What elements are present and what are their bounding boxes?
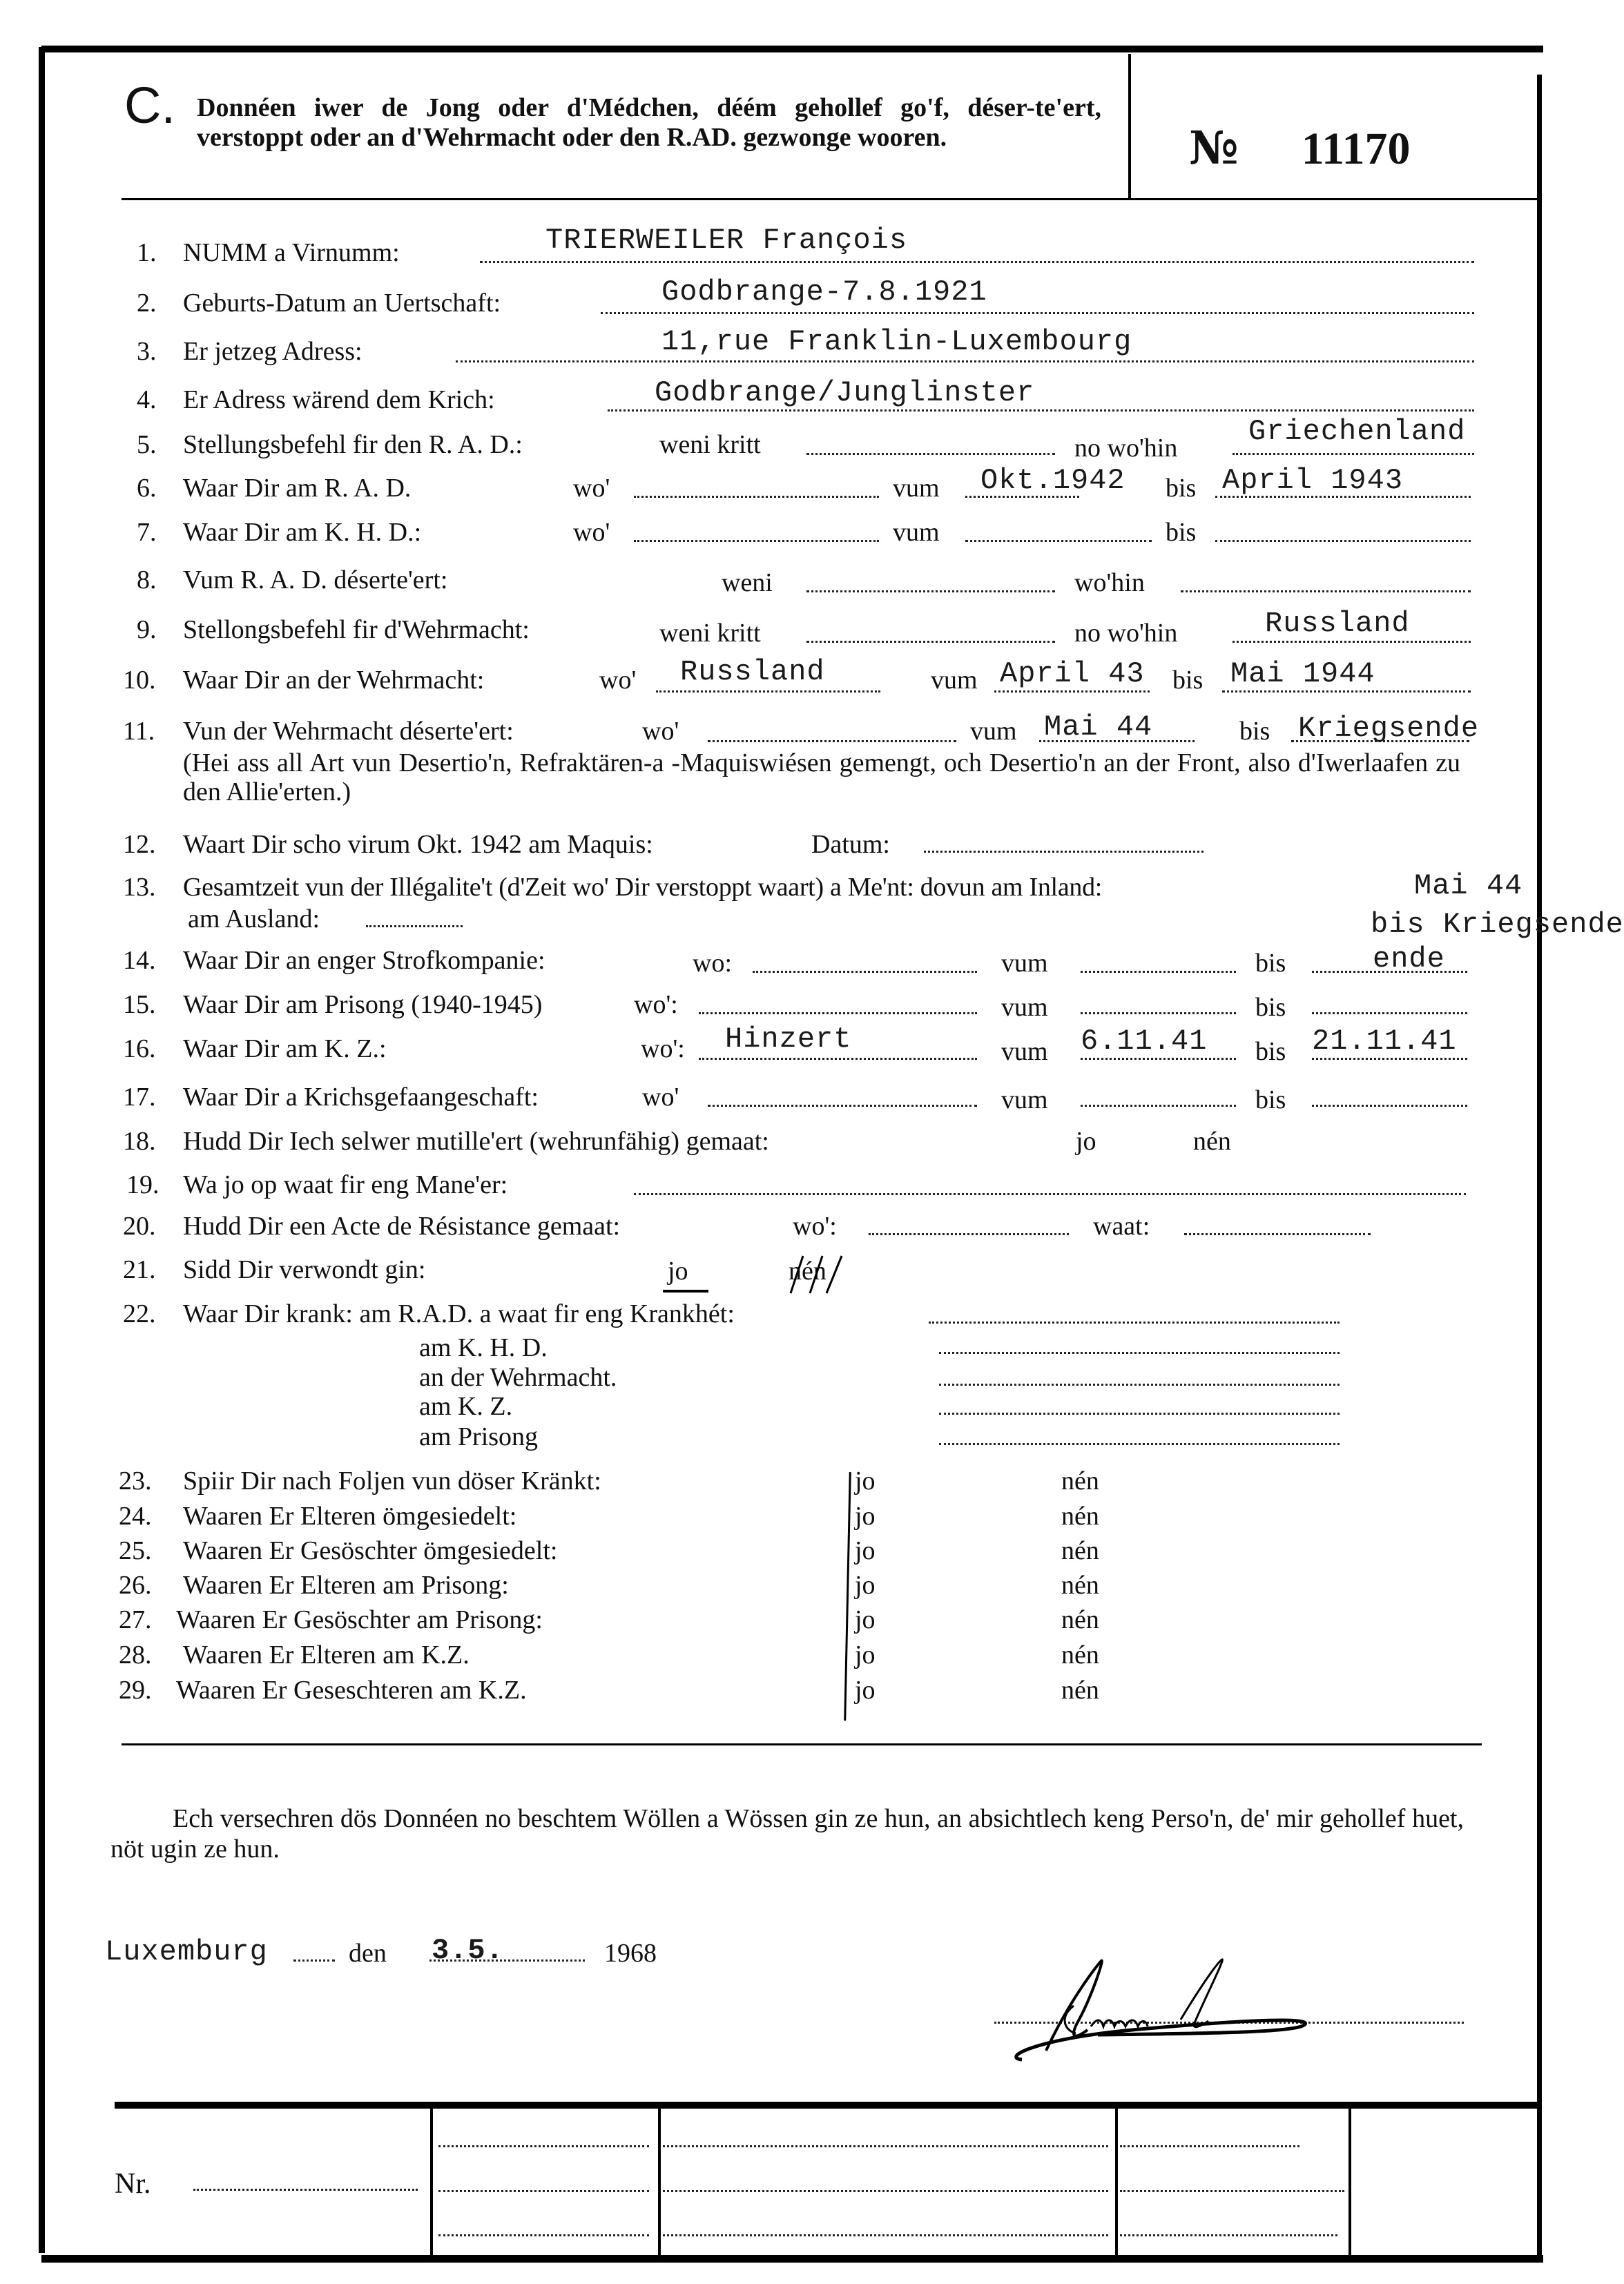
strikethrough-marks (784, 1253, 846, 1295)
wehrmacht-to-field[interactable]: Mai 1944 (1230, 657, 1375, 690)
item-label: Waar Dir krank: am R.A.D. a waat fir eng Krankhét: (183, 1299, 735, 1328)
footer-nr-label: Nr. (115, 2168, 151, 2200)
field-line[interactable] (1184, 1233, 1371, 1235)
field-line[interactable] (1181, 590, 1471, 592)
address-field[interactable]: 11,rue Franklin-Luxembourg (661, 325, 1132, 358)
footer-cell[interactable] (1120, 2190, 1344, 2192)
footer-nr-field[interactable] (193, 2189, 418, 2191)
footer-cell[interactable] (663, 2190, 1108, 2192)
item-label: Waar Dir am K. H. D.: (183, 518, 422, 547)
item-number: 11. (123, 717, 155, 746)
field-line (1081, 1058, 1236, 1060)
field-label: bis (1166, 474, 1197, 503)
item-label: Waar Dir a Krichsgefaangeschaft: (183, 1083, 539, 1112)
field-line[interactable] (366, 925, 463, 927)
date-field[interactable]: 3.5. (432, 1934, 504, 1967)
field-label: bis (1255, 993, 1286, 1022)
item-number: 12. (123, 830, 156, 859)
no-option[interactable]: nén (1193, 1127, 1231, 1156)
item-label: Waaren Er Elteren am K.Z. (183, 1641, 470, 1670)
field-line[interactable] (806, 453, 1055, 455)
selection-underline (663, 1290, 708, 1293)
field-label: wo' (573, 518, 610, 547)
field-line[interactable] (634, 1193, 1466, 1195)
item-label: Waaren Er Geseschteren am K.Z. (176, 1676, 527, 1705)
footer-column-divider (1115, 2109, 1118, 2255)
field-line (601, 312, 1474, 314)
field-label: wo' (599, 666, 637, 695)
item-label: Spiir Dir nach Foljen vun döser Kränkt: (183, 1467, 601, 1496)
sub-label: am Prisong (419, 1422, 539, 1451)
section-letter: C. (124, 77, 175, 134)
item-number: 3. (137, 337, 157, 366)
item-number: 21. (123, 1255, 156, 1284)
item-label: Waar Dir an enger Strofkompanie: (183, 946, 545, 975)
field-label: vum (893, 474, 940, 503)
field-line[interactable] (699, 1012, 977, 1014)
item-label: NUMM a Virnumm: (183, 238, 400, 267)
item-label: Er Adress wärend dem Krich: (183, 385, 495, 414)
footer-cell[interactable] (438, 2234, 649, 2236)
item-number: 2. (137, 289, 157, 318)
field-label: vum (1001, 993, 1048, 1022)
penal-company-to-field[interactable]: ende (1373, 942, 1445, 976)
item-number: 8. (137, 565, 157, 594)
desertion-to-field[interactable]: Kriegsende (1298, 712, 1480, 745)
item-number: 26. (119, 1571, 152, 1600)
field-line (1312, 1058, 1467, 1060)
field-label: bis (1166, 518, 1197, 547)
field-line[interactable] (965, 540, 1152, 542)
kz-to-field[interactable]: 21.11.41 (1312, 1025, 1457, 1058)
field-line (1222, 690, 1471, 693)
field-label: bis (1255, 1037, 1286, 1066)
footer-cell[interactable] (1120, 2234, 1337, 2236)
field-line[interactable] (1081, 971, 1236, 973)
field-line[interactable] (806, 641, 1055, 643)
field-label: wo' (573, 474, 610, 503)
field-line[interactable] (939, 1352, 1340, 1354)
place-field[interactable]: Luxemburg (105, 1935, 268, 1968)
field-line[interactable] (708, 740, 956, 742)
form-title: Donnéen iwer de Jong oder d'Médchen, déém gehollef go'f, déser-te'ert, verstoppt oder an d'Wehrmacht oder den R.AD. gezwonge wooren. (197, 93, 1101, 152)
field-label: waat: (1093, 1212, 1150, 1241)
field-label: vum (1001, 949, 1048, 978)
item-label: Geburts-Datum an Uertschaft: (183, 289, 501, 318)
item-number: 6. (137, 474, 157, 503)
header-divider (1128, 54, 1131, 199)
field-label: no wo'hin (1074, 619, 1178, 648)
item-number: 1. (137, 238, 157, 267)
wehrmacht-destination-field[interactable]: Russland (1265, 607, 1410, 640)
field-label: am Ausland: (188, 904, 320, 933)
form-number-value: 11170 (1301, 124, 1411, 174)
yes-option[interactable]: jo (855, 1641, 876, 1670)
field-label: vum (1001, 1037, 1048, 1066)
item-number: 4. (137, 385, 157, 414)
footer-column-divider (430, 2109, 433, 2255)
year-label: 1968 (604, 1939, 657, 1968)
item-number: 24. (119, 1502, 152, 1531)
footer-cell[interactable] (438, 2190, 649, 2192)
field-label: wo: (693, 949, 732, 978)
footer-cell[interactable] (1120, 2145, 1299, 2147)
yes-option[interactable]: jo (855, 1605, 876, 1634)
field-label: bis (1239, 717, 1270, 746)
item-number: 23. (119, 1467, 152, 1496)
item-number: 17. (123, 1083, 156, 1112)
field-line (699, 1058, 977, 1060)
name-field[interactable]: TRIERWEILER François (545, 224, 908, 257)
field-line (608, 409, 1474, 412)
rad-from-field[interactable]: Okt.1942 (980, 464, 1125, 497)
field-label: weni kritt (659, 430, 761, 459)
field-label: vum (931, 666, 978, 695)
rad-destination-field[interactable]: Griechenland (1248, 415, 1466, 448)
field-label: wo' (642, 1083, 679, 1112)
frame-left-border (39, 47, 45, 2253)
field-label: bis (1255, 949, 1286, 978)
item-note: (Hei ass all Art vun Desertio'n, Refraktären-a -Maquiswiésen gemengt, och Desertio'n an der Front, also d'Iwerlaafen zu den Allie'erten.) (183, 748, 1460, 806)
field-line[interactable] (806, 590, 1055, 592)
item-label: Stellongsbefehl fir d'Wehrmacht: (183, 615, 530, 644)
field-line (480, 261, 1474, 263)
rad-to-field[interactable]: April 1943 (1222, 464, 1404, 497)
inland-period-continued: bis Kriegsende (1371, 908, 1624, 941)
item-number: 16. (123, 1034, 156, 1063)
field-line[interactable] (634, 540, 879, 542)
wehrmacht-from-field[interactable]: April 43 (1000, 657, 1145, 690)
field-label: no wo'hin (1074, 434, 1178, 463)
no-option-struck[interactable]: nén (789, 1257, 826, 1286)
field-line[interactable] (753, 971, 977, 973)
footer-table-top (115, 2102, 1537, 2109)
field-label: wo': (793, 1212, 837, 1241)
field-label: bis (1172, 666, 1204, 695)
field-line[interactable] (1215, 540, 1471, 542)
field-line[interactable] (939, 1384, 1340, 1386)
field-line (994, 690, 1150, 693)
frame-bottom-border (41, 2255, 1543, 2263)
item-number: 18. (123, 1127, 156, 1156)
item-number: 19. (126, 1170, 160, 1199)
no-option[interactable]: nén (1061, 1641, 1099, 1670)
yes-option[interactable]: jo (855, 1571, 876, 1600)
sub-label: am K. H. D. (419, 1333, 548, 1362)
kz-where-field[interactable]: Hinzert (725, 1023, 852, 1056)
field-line[interactable] (939, 1443, 1340, 1445)
item-number: 7. (137, 518, 157, 547)
field-line[interactable] (939, 1413, 1340, 1415)
field-label: bis (1255, 1085, 1286, 1114)
item-number: 10. (123, 666, 156, 695)
footer-cell[interactable] (663, 2145, 1108, 2147)
field-label: vum (1001, 1085, 1048, 1114)
yes-column-strike-line (844, 1472, 851, 1721)
no-option[interactable]: nén (1061, 1571, 1099, 1600)
item-label: Stellungsbefehl fir den R. A. D.: (183, 430, 523, 459)
field-label: wo'hin (1074, 568, 1145, 597)
number-sign: № (1189, 121, 1239, 175)
den-label: den (349, 1939, 387, 1968)
item-label: Waaren Er Elteren am Prisong: (183, 1571, 509, 1600)
item-label: Hudd Dir Iech selwer mutille'ert (wehrunfähig) gemaat: (183, 1127, 769, 1156)
item-number: 27. (119, 1605, 152, 1634)
wehrmacht-where-field[interactable]: Russland (680, 655, 825, 688)
field-line (1232, 453, 1474, 455)
item-label: Vum R. A. D. déserte'ert: (183, 565, 448, 594)
sub-label: an der Wehrmacht. (419, 1363, 617, 1392)
field-line[interactable] (1081, 1105, 1236, 1107)
footer-column-divider (658, 2109, 661, 2255)
footer-column-divider (1348, 2109, 1351, 2255)
item-number: 28. (119, 1641, 152, 1670)
yes-option-selected[interactable]: jo (668, 1257, 688, 1286)
no-option[interactable]: nén (1061, 1536, 1099, 1565)
item-label: Waar Dir am R. A. D. (183, 474, 412, 503)
no-option[interactable]: nén (1061, 1467, 1099, 1496)
item-number: 13. (123, 873, 156, 902)
field-line (1232, 641, 1471, 643)
field-label: wo': (634, 990, 678, 1019)
item-label: Sidd Dir verwondt gin: (183, 1255, 426, 1284)
field-label: vum (970, 717, 1017, 746)
field-label: wo' (642, 717, 679, 746)
field-label: vum (893, 518, 940, 547)
item-number: 25. (119, 1536, 152, 1565)
yes-option[interactable]: jo (855, 1536, 876, 1565)
item-label: Er jetzeg Adress: (183, 337, 362, 366)
birth-field[interactable]: Godbrange-7.8.1921 (661, 275, 987, 309)
item-label: Vun der Wehrmacht déserte'ert: (183, 717, 514, 746)
field-line[interactable] (634, 496, 879, 498)
field-label: wo': (641, 1034, 685, 1063)
yes-option[interactable]: jo (855, 1467, 876, 1496)
kz-from-field[interactable]: 6.11.41 (1081, 1025, 1208, 1058)
item-label: Hudd Dir een Acte de Résistance gemaat: (183, 1212, 621, 1241)
header-bottom-rule (122, 198, 1537, 200)
item-label: Waar Dir am Prisong (1940-1945) (183, 990, 543, 1019)
frame-top-border (41, 46, 1543, 52)
field-line[interactable] (929, 1322, 1340, 1324)
item-number: 5. (137, 430, 157, 459)
section-separator (122, 1743, 1482, 1745)
item-label: Waaren Er Gesöschter am Prisong: (176, 1605, 543, 1634)
item-number: 15. (123, 990, 156, 1019)
item-number: 20. (123, 1212, 156, 1241)
no-option[interactable]: nén (1061, 1605, 1099, 1634)
footer-cell[interactable] (663, 2234, 1108, 2236)
yes-option[interactable]: jo (855, 1676, 876, 1705)
frame-right-border (1537, 75, 1542, 2256)
footer-cell[interactable] (438, 2145, 649, 2147)
declaration-text: Ech versechren dös Donnéen no beschtem Wöllen a Wössen gin ze hun, an absichtlech keng Perso'n, de' mir gehollef huet, nöt ugin ze hun. (110, 1804, 1464, 1864)
field-line (456, 360, 1474, 362)
field-line[interactable] (1312, 1012, 1467, 1014)
yes-option[interactable]: jo (1076, 1127, 1096, 1156)
yes-option[interactable]: jo (855, 1502, 876, 1531)
sub-label: am K. Z. (419, 1392, 513, 1421)
field-line[interactable] (1081, 1012, 1236, 1014)
field-line[interactable] (924, 851, 1204, 853)
item-number: 14. (123, 946, 156, 975)
item-number: 9. (137, 615, 157, 644)
war-address-field[interactable]: Godbrange/Junglinster (655, 376, 1035, 409)
field-line[interactable] (708, 1105, 977, 1107)
item-number: 22. (123, 1299, 156, 1328)
handwritten-signature (994, 1957, 1326, 2061)
item-label: Waaren Er Gesöschter ömgesiedelt: (183, 1536, 558, 1565)
no-option[interactable]: nén (1061, 1676, 1099, 1705)
item-label: Waart Dir scho virum Okt. 1942 am Maquis: (183, 830, 653, 859)
field-label: Datum: (811, 830, 890, 859)
item-number: 29. (119, 1676, 152, 1705)
field-line[interactable] (869, 1233, 1069, 1235)
item-label: Waar Dir am K. Z.: (183, 1034, 387, 1063)
field-line (656, 690, 880, 693)
form-number (1189, 121, 1410, 175)
item-label: Waar Dir an der Wehrmacht: (183, 666, 485, 695)
inland-period-field[interactable]: Mai 44 (1414, 869, 1523, 902)
item-label: Gesamtzeit vun der Illégalite't (d'Zeit wo' Dir verstoppt waart) a Me'nt: dovun am Inland: (183, 873, 1103, 902)
field-label: weni kritt (659, 619, 761, 648)
item-label: Wa jo op waat fir eng Mane'er: (183, 1170, 508, 1199)
desertion-from-field[interactable]: Mai 44 (1044, 710, 1153, 744)
no-option[interactable]: nén (1061, 1502, 1099, 1531)
item-label: Waaren Er Elteren ömgesiedelt: (183, 1502, 517, 1531)
field-label: weni (722, 568, 773, 597)
field-line (293, 1959, 335, 1962)
field-line[interactable] (1312, 1105, 1467, 1107)
